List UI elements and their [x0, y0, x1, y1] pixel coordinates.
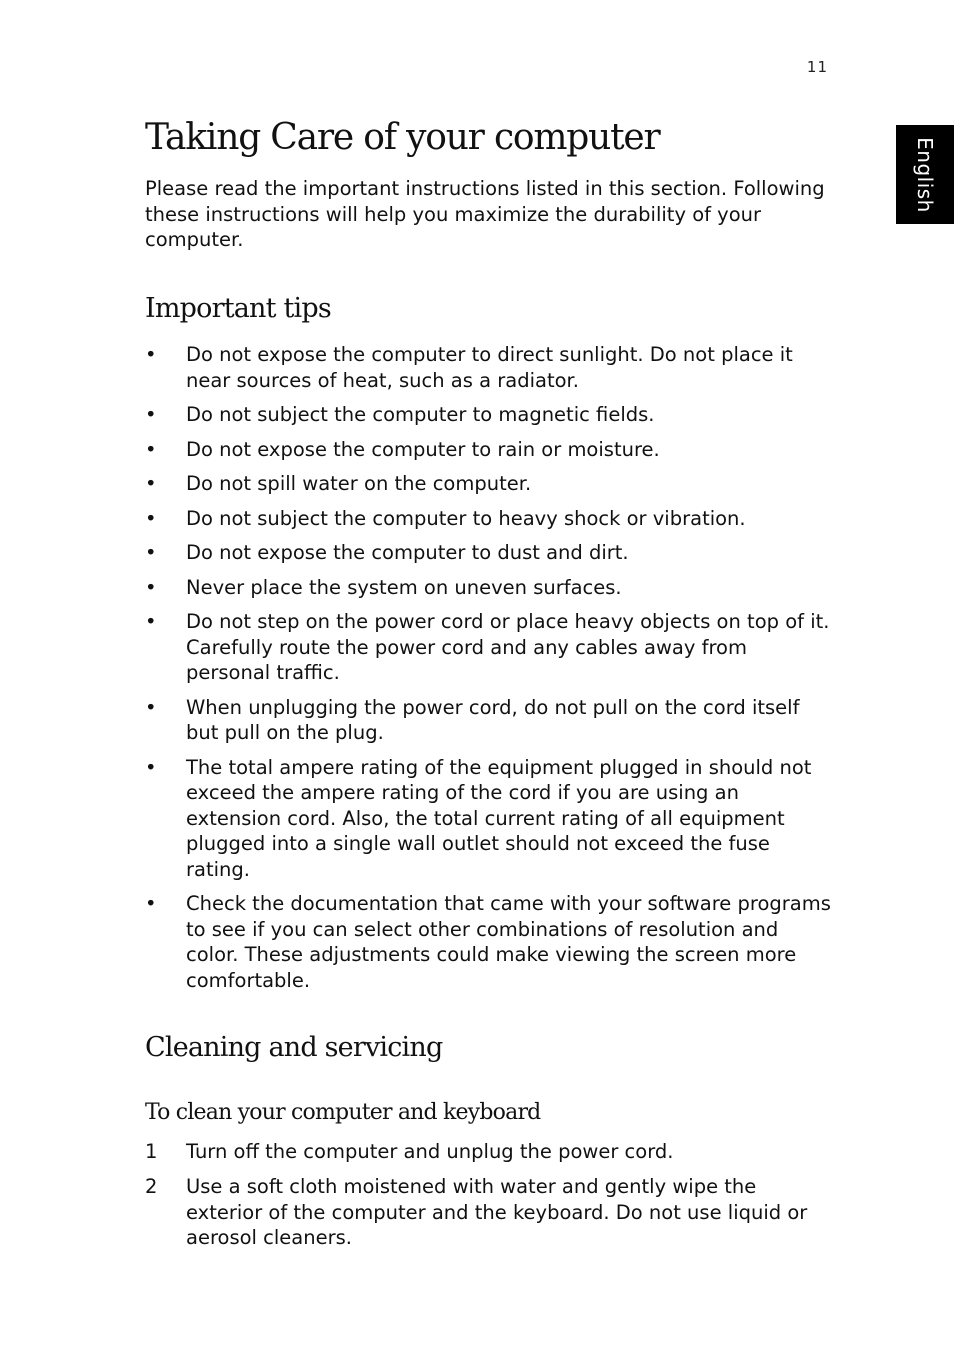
tip-item [145, 437, 835, 463]
bullet-marker: • [145, 472, 157, 496]
bullet-marker: • [145, 403, 157, 427]
intro-paragraph: Please read the important instructions listed in this section. Following these instructions will help you maximize the durability of your computer. [145, 177, 825, 252]
step-text: Use a soft cloth moistened with water and gently wipe the exterior of the computer and the keyboard. Do not use liquid or aerosol cleaners. [186, 1175, 808, 1250]
step-number: 2 [145, 1175, 158, 1199]
step-text: Turn off the computer and unplug the power cord. [186, 1139, 674, 1163]
page-content [145, 116, 835, 1261]
bullet-marker: • [145, 541, 157, 565]
tip-item [145, 609, 835, 686]
tip-item [145, 695, 835, 746]
bullet-marker: • [145, 755, 157, 779]
important-tips-heading: Important tips [145, 292, 331, 324]
bullet-marker: • [145, 610, 157, 634]
bullet-marker: • [145, 343, 157, 367]
tip-text: Never place the system on uneven surfaces. [186, 575, 622, 599]
tip-text: When unplugging the power cord, do not pull on the cord itself but pull on the plug. [186, 695, 800, 745]
tip-item [145, 755, 835, 883]
tip-item [145, 402, 835, 428]
bullet-marker: • [145, 506, 157, 530]
step-number: 1 [145, 1139, 158, 1163]
cleaning-steps-list [145, 1139, 835, 1251]
language-tab [896, 125, 954, 224]
bullet-marker: • [145, 437, 157, 461]
tip-text: Do not expose the computer to direct sunlight. Do not place it near sources of heat, such as a radiator. [186, 343, 793, 392]
tip-item [145, 342, 835, 393]
tip-item [145, 471, 835, 497]
cleaning-step [145, 1174, 835, 1251]
tip-item [145, 540, 835, 566]
tip-text: Do not step on the power cord or place heavy objects on top of it. Carefully route the power cord and any cables away from personal traffic. [186, 610, 830, 685]
important-tips-list [145, 342, 835, 993]
tip-text: Do not subject the computer to magnetic fields. [186, 403, 655, 427]
tip-text: Check the documentation that came with your software programs to see if you can select other combinations of resolution and color. These adjustments could make viewing the screen more comfortable. [186, 892, 831, 992]
tip-text: Do not subject the computer to heavy shock or vibration. [186, 506, 746, 530]
bullet-marker: • [145, 892, 157, 916]
tip-text: Do not expose the computer to rain or moisture. [186, 437, 660, 461]
clean-computer-subheading: To clean your computer and keyboard [145, 1100, 541, 1126]
bullet-marker: • [145, 575, 157, 599]
page-title: Taking Care of your computer [145, 117, 660, 158]
cleaning-step [145, 1139, 835, 1165]
page-number: 11 [806, 58, 828, 76]
tip-text: Do not expose the computer to dust and dirt. [186, 541, 629, 565]
tip-text: Do not spill water on the computer. [186, 472, 532, 496]
tip-text: The total ampere rating of the equipment plugged in should not exceed the ampere rating of the cord if you are using an extension cord. Also, the total current rating of all equipment plugged into a single wall outlet should not exceed the fuse rating. [186, 755, 812, 881]
language-tab-label: English [913, 136, 937, 213]
tip-item [145, 575, 835, 601]
bullet-marker: • [145, 695, 157, 719]
tip-item [145, 506, 835, 532]
tip-item [145, 891, 835, 993]
cleaning-servicing-heading: Cleaning and servicing [145, 1032, 443, 1064]
